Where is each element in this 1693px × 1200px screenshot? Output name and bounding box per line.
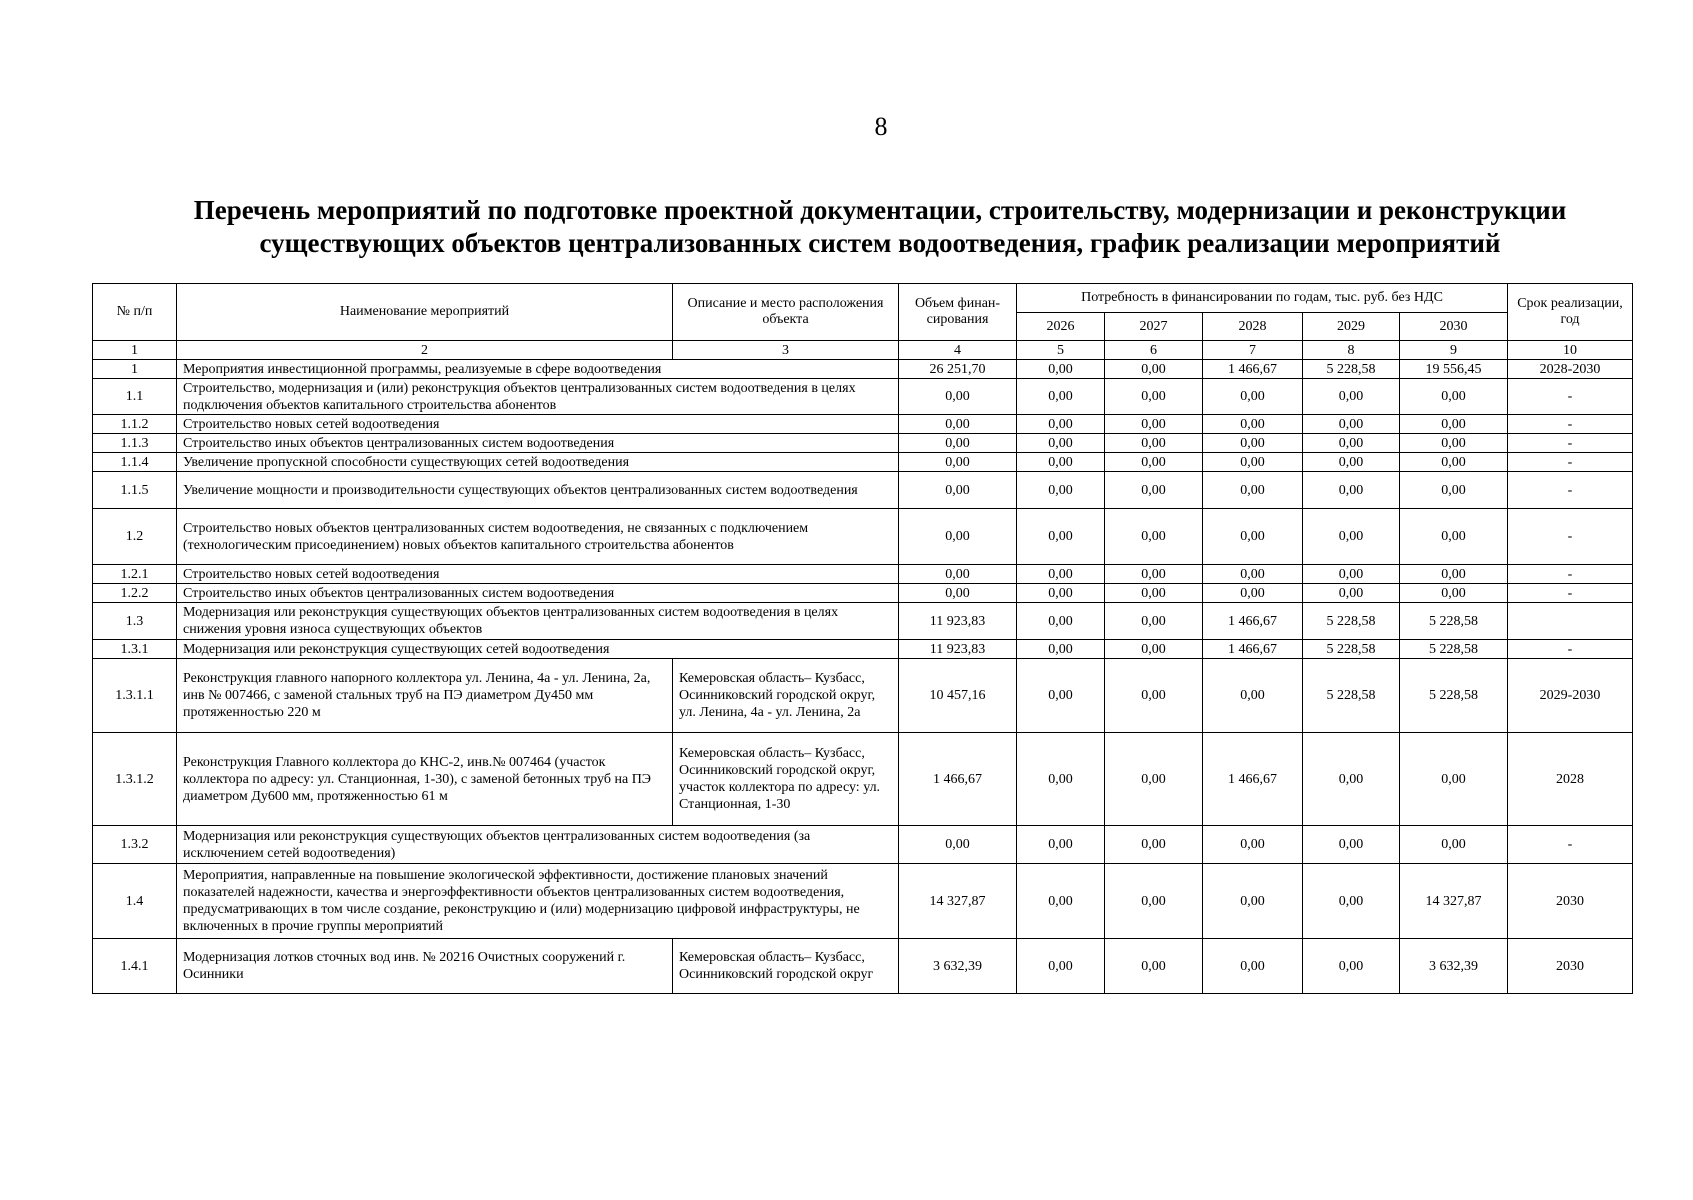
row-2029: 0,00 [1303, 584, 1400, 603]
title-line-1: Перечень мероприятий по подготовке проектной документации, строительству, модернизации и реконструкции [193, 195, 1567, 225]
row-term: 2028-2030 [1508, 360, 1633, 379]
header-term: Срок реализации, год [1508, 284, 1633, 341]
row-2026: 0,00 [1017, 659, 1105, 733]
row-volume: 0,00 [899, 453, 1017, 472]
row-2026: 0,00 [1017, 565, 1105, 584]
header-year: 2029 [1303, 313, 1400, 341]
table-row [93, 640, 1633, 659]
row-2029: 0,00 [1303, 379, 1400, 415]
row-term: 2028 [1508, 733, 1633, 826]
column-number: 1 [93, 341, 177, 360]
row-volume: 0,00 [899, 509, 1017, 565]
row-2028: 1 466,67 [1203, 603, 1303, 640]
row-2028: 0,00 [1203, 415, 1303, 434]
row-number: 1.3.1 [93, 640, 177, 659]
row-term: - [1508, 453, 1633, 472]
table-row [93, 379, 1633, 415]
row-2027: 0,00 [1105, 584, 1203, 603]
row-2030: 0,00 [1400, 415, 1508, 434]
row-2029: 5 228,58 [1303, 360, 1400, 379]
row-volume: 1 466,67 [899, 733, 1017, 826]
row-name: Модернизация или реконструкция существующих объектов централизованных систем водоотведения в целях снижения уровня износа существующих объектов [177, 603, 899, 640]
row-2027: 0,00 [1105, 360, 1203, 379]
row-volume: 0,00 [899, 565, 1017, 584]
row-volume: 11 923,83 [899, 603, 1017, 640]
row-name: Модернизация или реконструкция существующих объектов централизованных систем водоотведения (за исключением сетей водоотведения) [177, 826, 899, 864]
row-name: Увеличение мощности и производительности существующих объектов централизованных систем водоотведения [177, 472, 899, 509]
row-number: 1.3.1.1 [93, 659, 177, 733]
column-number: 2 [177, 341, 673, 360]
row-number: 1.2 [93, 509, 177, 565]
row-name: Строительство новых сетей водоотведения [177, 415, 899, 434]
row-number: 1.1.2 [93, 415, 177, 434]
header-year: 2026 [1017, 313, 1105, 341]
header-name: Наименование мероприятий [177, 284, 673, 341]
row-2027: 0,00 [1105, 379, 1203, 415]
row-2029: 0,00 [1303, 565, 1400, 584]
table-row [93, 603, 1633, 640]
row-term: - [1508, 434, 1633, 453]
row-term: - [1508, 415, 1633, 434]
row-number: 1.1.5 [93, 472, 177, 509]
row-2028: 0,00 [1203, 379, 1303, 415]
row-2030: 3 632,39 [1400, 939, 1508, 994]
row-term: 2029-2030 [1508, 659, 1633, 733]
row-2027: 0,00 [1105, 415, 1203, 434]
row-term: - [1508, 379, 1633, 415]
column-number: 3 [673, 341, 899, 360]
row-2029: 0,00 [1303, 472, 1400, 509]
column-number: 6 [1105, 341, 1203, 360]
row-volume: 0,00 [899, 415, 1017, 434]
row-2030: 0,00 [1400, 434, 1508, 453]
row-2028: 1 466,67 [1203, 733, 1303, 826]
row-term: - [1508, 472, 1633, 509]
column-number: 8 [1303, 341, 1400, 360]
table-row [93, 509, 1633, 565]
row-description: Кемеровская область– Кузбасс, Осинниковский городской округ, ул. Ленина, 4а - ул. Ленина, 2а [673, 659, 899, 733]
row-2028: 0,00 [1203, 565, 1303, 584]
row-2026: 0,00 [1017, 434, 1105, 453]
measures-table [92, 283, 1633, 994]
row-volume: 26 251,70 [899, 360, 1017, 379]
row-2030: 5 228,58 [1400, 640, 1508, 659]
row-2027: 0,00 [1105, 472, 1203, 509]
row-2026: 0,00 [1017, 640, 1105, 659]
row-description: Кемеровская область– Кузбасс, Осинниковский городской округ [673, 939, 899, 994]
row-2029: 0,00 [1303, 939, 1400, 994]
header-volume: Объем финан- сирования [899, 284, 1017, 341]
row-2029: 0,00 [1303, 826, 1400, 864]
row-number: 1.2.2 [93, 584, 177, 603]
header-need: Потребность в финансировании по годам, тыс. руб. без НДС [1017, 284, 1508, 313]
row-name: Модернизация лотков сточных вод инв. № 20216 Очистных сооружений г. Осинники [177, 939, 673, 994]
column-number: 7 [1203, 341, 1303, 360]
table-row [93, 360, 1633, 379]
row-2030: 14 327,87 [1400, 864, 1508, 939]
row-term: - [1508, 826, 1633, 864]
column-number: 5 [1017, 341, 1105, 360]
row-2026: 0,00 [1017, 415, 1105, 434]
row-term [1508, 603, 1633, 640]
row-2026: 0,00 [1017, 584, 1105, 603]
row-2030: 0,00 [1400, 733, 1508, 826]
row-number: 1.4.1 [93, 939, 177, 994]
column-number: 4 [899, 341, 1017, 360]
row-2028: 0,00 [1203, 472, 1303, 509]
row-2027: 0,00 [1105, 434, 1203, 453]
row-2027: 0,00 [1105, 509, 1203, 565]
row-2028: 0,00 [1203, 584, 1303, 603]
header-year: 2030 [1400, 313, 1508, 341]
row-description: Кемеровская область– Кузбасс, Осинниковский городской округ, участок коллектора по адресу: ул. Станционная, 1-30 [673, 733, 899, 826]
row-2027: 0,00 [1105, 603, 1203, 640]
row-volume: 0,00 [899, 379, 1017, 415]
title-line-2: существующих объектов централизованных систем водоотведения, график реализации мероприятий [259, 228, 1501, 258]
row-term: - [1508, 640, 1633, 659]
row-volume: 0,00 [899, 472, 1017, 509]
row-volume: 3 632,39 [899, 939, 1017, 994]
row-number: 1.3.2 [93, 826, 177, 864]
row-2029: 0,00 [1303, 864, 1400, 939]
row-2029: 0,00 [1303, 434, 1400, 453]
row-2030: 5 228,58 [1400, 603, 1508, 640]
row-2026: 0,00 [1017, 864, 1105, 939]
row-number: 1.1 [93, 379, 177, 415]
row-volume: 11 923,83 [899, 640, 1017, 659]
row-2030: 0,00 [1400, 565, 1508, 584]
row-number: 1 [93, 360, 177, 379]
row-2026: 0,00 [1017, 826, 1105, 864]
row-name: Мероприятия инвестиционной программы, реализуемые в сфере водоотведения [177, 360, 899, 379]
row-number: 1.3 [93, 603, 177, 640]
row-name: Модернизация или реконструкция существующих сетей водоотведения [177, 640, 899, 659]
row-2027: 0,00 [1105, 453, 1203, 472]
row-name: Строительство новых сетей водоотведения [177, 565, 899, 584]
table-row [93, 584, 1633, 603]
row-2027: 0,00 [1105, 565, 1203, 584]
table-row [93, 472, 1633, 509]
row-name: Строительство, модернизация и (или) реконструкция объектов централизованных систем водоотведения в целях подключения объектов капитального строительства абонентов [177, 379, 899, 415]
row-2029: 0,00 [1303, 733, 1400, 826]
table-row [93, 434, 1633, 453]
row-2030: 0,00 [1400, 379, 1508, 415]
row-volume: 14 327,87 [899, 864, 1017, 939]
row-2026: 0,00 [1017, 603, 1105, 640]
row-2030: 0,00 [1400, 509, 1508, 565]
column-number: 10 [1508, 341, 1633, 360]
row-2029: 0,00 [1303, 453, 1400, 472]
row-volume: 0,00 [899, 826, 1017, 864]
row-2027: 0,00 [1105, 640, 1203, 659]
row-2028: 1 466,67 [1203, 640, 1303, 659]
column-number-row [93, 341, 1633, 360]
row-2026: 0,00 [1017, 360, 1105, 379]
row-term: 2030 [1508, 864, 1633, 939]
table-row [93, 659, 1633, 733]
row-2028: 1 466,67 [1203, 360, 1303, 379]
row-2029: 0,00 [1303, 509, 1400, 565]
row-2030: 0,00 [1400, 584, 1508, 603]
row-2028: 0,00 [1203, 434, 1303, 453]
header-year: 2028 [1203, 313, 1303, 341]
row-2028: 0,00 [1203, 453, 1303, 472]
header-year: 2027 [1105, 313, 1203, 341]
row-2030: 5 228,58 [1400, 659, 1508, 733]
row-2029: 5 228,58 [1303, 603, 1400, 640]
row-number: 1.4 [93, 864, 177, 939]
row-2027: 0,00 [1105, 939, 1203, 994]
row-volume: 10 457,16 [899, 659, 1017, 733]
table-row [93, 733, 1633, 826]
row-2030: 19 556,45 [1400, 360, 1508, 379]
row-number: 1.1.3 [93, 434, 177, 453]
header-desc: Описание и место расположения объекта [673, 284, 899, 341]
row-2028: 0,00 [1203, 509, 1303, 565]
row-2027: 0,00 [1105, 733, 1203, 826]
row-term: - [1508, 584, 1633, 603]
row-2027: 0,00 [1105, 659, 1203, 733]
row-2026: 0,00 [1017, 472, 1105, 509]
row-2030: 0,00 [1400, 826, 1508, 864]
row-2027: 0,00 [1105, 826, 1203, 864]
row-2030: 0,00 [1400, 472, 1508, 509]
column-number: 9 [1400, 341, 1508, 360]
row-name: Мероприятия, направленные на повышение экологической эффективности, достижение плановых значений показателей надежности, качества и энергоэффективности объектов централизованных систем водоотведения, предусматривающих в том числе создание, реконструкцию и (или) модернизацию цифровой инфраструктуры, не включенных в прочие группы мероприятий [177, 864, 899, 939]
row-number: 1.2.1 [93, 565, 177, 584]
row-2026: 0,00 [1017, 939, 1105, 994]
table-row [93, 453, 1633, 472]
row-2028: 0,00 [1203, 864, 1303, 939]
row-2027: 0,00 [1105, 864, 1203, 939]
page-number: 8 [874, 112, 888, 141]
table-row [93, 864, 1633, 939]
header-num: № п/п [93, 284, 177, 341]
table-row [93, 939, 1633, 994]
row-number: 1.3.1.2 [93, 733, 177, 826]
row-2028: 0,00 [1203, 939, 1303, 994]
row-name: Строительство иных объектов централизованных систем водоотведения [177, 584, 899, 603]
row-2030: 0,00 [1400, 453, 1508, 472]
row-name: Реконструкция Главного коллектора до КНС-2, инв.№ 007464 (участок коллектора по адресу: ул. Станционная, 1-30), с заменой бетонных труб на ПЭ диаметром Ду600 мм, протяженностью 61 м [177, 733, 673, 826]
row-term: 2030 [1508, 939, 1633, 994]
row-2026: 0,00 [1017, 379, 1105, 415]
document-title [120, 194, 1640, 260]
row-name: Увеличение пропускной способности существующих сетей водоотведения [177, 453, 899, 472]
row-2029: 5 228,58 [1303, 659, 1400, 733]
row-2026: 0,00 [1017, 509, 1105, 565]
row-term: - [1508, 565, 1633, 584]
table-row [93, 826, 1633, 864]
row-name: Строительство новых объектов централизованных систем водоотведения, не связанных с подключением (технологическим присоединением) новых объектов капитального строительства абонентов [177, 509, 899, 565]
row-volume: 0,00 [899, 434, 1017, 453]
row-2029: 0,00 [1303, 415, 1400, 434]
row-2029: 5 228,58 [1303, 640, 1400, 659]
table-row [93, 565, 1633, 584]
row-name: Реконструкция главного напорного коллектора ул. Ленина, 4а - ул. Ленина, 2а, инв № 007466, с заменой стальных труб на ПЭ диаметром Ду450 мм протяженностью 220 м [177, 659, 673, 733]
table-row [93, 415, 1633, 434]
row-term: - [1508, 509, 1633, 565]
row-2026: 0,00 [1017, 733, 1105, 826]
row-number: 1.1.4 [93, 453, 177, 472]
row-name: Строительство иных объектов централизованных систем водоотведения [177, 434, 899, 453]
row-volume: 0,00 [899, 584, 1017, 603]
row-2028: 0,00 [1203, 659, 1303, 733]
row-2028: 0,00 [1203, 826, 1303, 864]
row-2026: 0,00 [1017, 453, 1105, 472]
